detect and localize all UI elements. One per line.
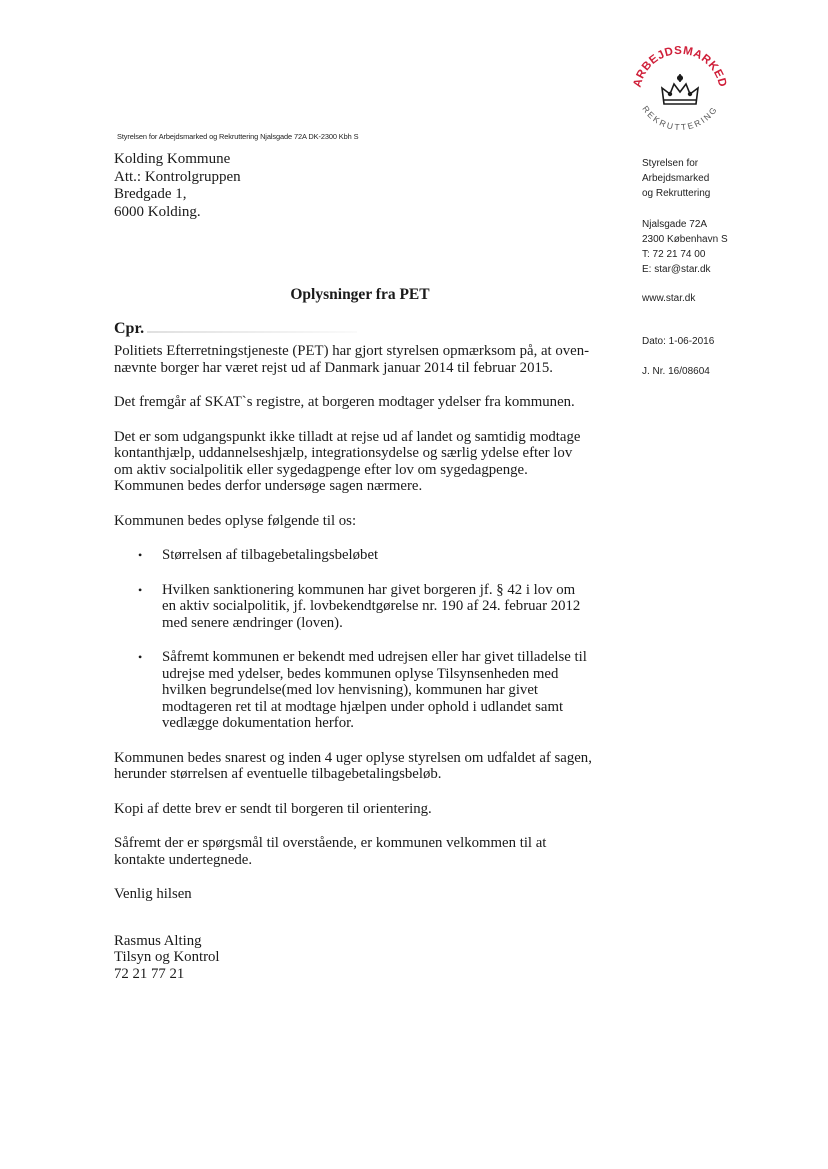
sidebar-org-line3: og Rekruttering bbox=[642, 188, 711, 199]
list-item bbox=[114, 582, 592, 632]
recipient-name: Kolding Kommune bbox=[114, 151, 231, 167]
letter-date: Dato: 1-06-2016 bbox=[642, 336, 715, 347]
paragraph-copy-notice: Kopi af dette brev er sendt til borgeren til orientering. bbox=[114, 800, 432, 817]
list-item-text: Størrelsen af tilbagebetalingsbeløbet bbox=[162, 547, 379, 563]
list-item-text: Hvilken sanktionering kommunen har givet borgeren jf. § 42 i lov om en aktiv socialpolitik, jf. lovbekendtgørelse nr. 190 af 24. februar 2012 med senere ændringer (loven). bbox=[162, 581, 581, 631]
sidebar-email: E: star@star.dk bbox=[642, 264, 711, 275]
signatory-name: Rasmus Alting bbox=[114, 932, 202, 949]
request-list bbox=[114, 547, 592, 732]
paragraph-deadline: Kommunen bedes snarest og inden 4 uger oplyse styrelsen om udfaldet af sagen, herunder størrelsen af eventuelle tilbagebetalingsbeløb. bbox=[114, 749, 592, 782]
letter-title: Oplysninger fra PET bbox=[290, 286, 430, 303]
logo-text-bottom: REKRUTTERING bbox=[640, 103, 720, 133]
sidebar-website: www.star.dk bbox=[642, 293, 696, 304]
paragraph-contact: Såfremt der er spørgsmål til overstående, er kommunen velkommen til at kontakte undertegnede. bbox=[114, 835, 547, 868]
bullet-icon: • bbox=[138, 650, 143, 664]
greeting: Venlig hilsen bbox=[114, 886, 192, 902]
list-item-text: Såfremt kommunen er bekendt med udrejsen eller har givet tilladelse til udrejse med ydelser, bedes kommunen oplyse Tilsynsenheden med hvilken begrundelse(med lov henvisning), kommunen har givet modtageren ret til at modtage hjælpen under ophold i udlandet samt vedlægge dokumentation herfor. bbox=[162, 649, 587, 731]
letter-body bbox=[114, 343, 592, 982]
svg-text:REKRUTTERING bbox=[640, 104, 719, 132]
journal-number: J. Nr. 16/08604 bbox=[642, 366, 710, 377]
signatory-department: Tilsyn og Kontrol bbox=[114, 949, 220, 965]
logo-text-top: ARBEJDSMARKED bbox=[631, 44, 729, 89]
sidebar-city: 2300 København S bbox=[642, 234, 728, 245]
bullet-icon: • bbox=[138, 548, 143, 562]
cpr-redaction bbox=[147, 331, 357, 333]
recipient-address bbox=[114, 151, 241, 221]
signature-block bbox=[114, 933, 592, 983]
sidebar-street: Njalsgade 72A bbox=[642, 219, 708, 230]
paragraph-skat-registry: Det fremgår af SKAT`s registre, at borgeren modtager ydelser fra kommunen. bbox=[114, 394, 575, 410]
recipient-street: Bredgade 1, bbox=[114, 186, 187, 202]
sidebar-org-line2: Arbejdsmarked bbox=[642, 173, 710, 184]
sidebar-org-line1: Styrelsen for bbox=[642, 158, 699, 169]
sender-sidebar bbox=[642, 156, 728, 379]
signatory-phone: 72 21 77 21 bbox=[114, 965, 185, 982]
recipient-attention: Att.: Kontrolgruppen bbox=[114, 168, 241, 185]
sender-address-line: Styrelsen for Arbejdsmarked og Rekruttering Njalsgade 72A DK-2300 Kbh S bbox=[117, 132, 359, 141]
ministry-logo bbox=[626, 38, 734, 146]
bullet-icon: • bbox=[138, 582, 143, 597]
svg-text:ARBEJDSMARKED bbox=[632, 45, 729, 89]
sidebar-phone: T: 72 21 74 00 bbox=[642, 249, 706, 260]
paragraph-request-intro: Kommunen bedes oplyse følgende til os: bbox=[114, 512, 357, 529]
recipient-city: 6000 Kolding. bbox=[114, 203, 201, 220]
paragraph-travel-rules: Det er som udgangspunkt ikke tilladt at rejse ud af landet og samtidig modtage kontanthjælp, uddannelseshjælp, integrationsydelse og særlig ydelse efter lov om aktiv socialpolitik eller sygedagpenge efter lov om sygedagpenge. Kommunen bedes derfor undersøge sagen nærmere. bbox=[114, 428, 581, 494]
list-item bbox=[114, 547, 592, 564]
paragraph-pet-notice: Politiets Efterretningstjeneste (PET) har gjort styrelsen opmærksom på, at oven-nævnte borger har været rejst ud af Danmark januar 2014 til februar 2015. bbox=[114, 343, 590, 376]
cpr-label: Cpr. bbox=[114, 320, 145, 337]
list-item bbox=[114, 649, 592, 732]
crown-icon bbox=[662, 74, 698, 104]
